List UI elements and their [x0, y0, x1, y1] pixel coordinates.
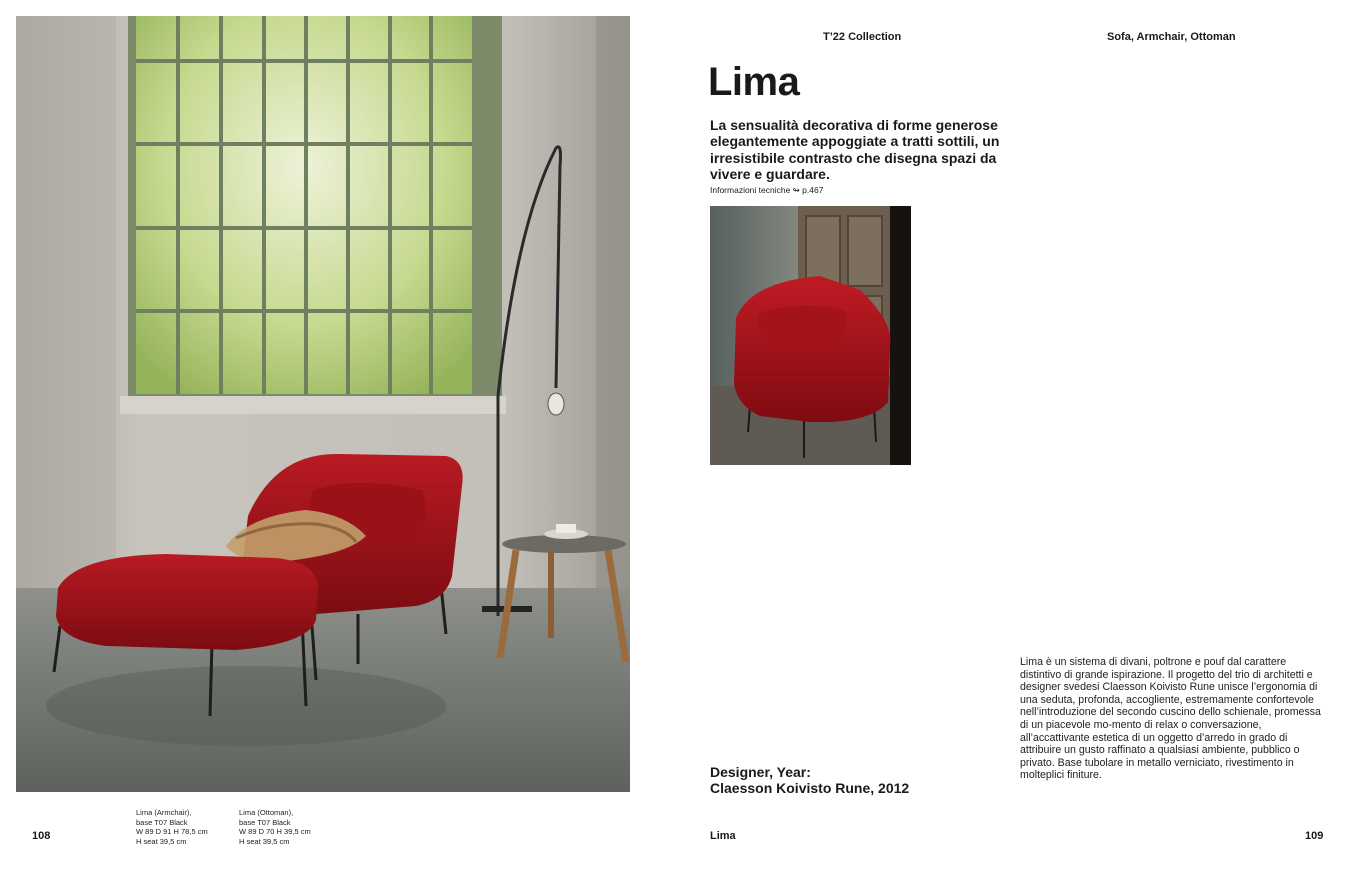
designer-label: Designer, Year:: [710, 764, 811, 780]
designer-value: Claesson Koivisto Rune, 2012: [710, 780, 910, 796]
caption-ottoman-line: H seat 39,5 cm: [239, 836, 290, 846]
footer-product-name: Lima: [710, 830, 736, 842]
hero-photo-lima-armchair-ottoman: [16, 16, 630, 792]
caption-armchair-line: W 89 D 91 H 78,5 cm: [136, 827, 208, 836]
page-number-left: 108: [32, 830, 51, 842]
product-title: Lima: [708, 60, 800, 104]
running-head-collection: T’22 Collection: [823, 31, 902, 43]
caption-ottoman-line: W 89 D 70 H 39,5 cm: [239, 827, 311, 836]
caption-armchair-line: H seat 39,5 cm: [136, 836, 187, 846]
description-paragraph: Lima è un sistema di divani, poltrone e pouf dal carattere distintivo di grande ispirazione. Il progetto del trio di architetti e designer svedesi Claesson Koivisto Rune unisce l’ergonomia di una seduta, profonda, accogliente, estremamente confortevole nell’introduzione del secondo cuscino dello schienale, promessa di un piacevole mo-mento di relax o conversazione, all’accattivante estetica di un oggetto d’arredo in grado di attribuire un gusto raffinato a qualsiasi ambiente, pubblico o privato. Base tubolare in metallo verniciato, rivestimento in molteplici finiture.: [1020, 656, 1321, 782]
running-head-category: Sofa, Armchair, Ottoman: [1107, 31, 1236, 43]
caption-armchair: [136, 808, 208, 846]
page-number-right: 109: [1305, 830, 1324, 842]
caption-ottoman-line: Lima (Ottoman),: [239, 808, 294, 817]
caption-ottoman-line: base T07 Black: [239, 817, 291, 827]
inset-photo-lima-armchair: [710, 206, 911, 465]
tech-info-reference-link[interactable]: Informazioni tecniche ↬ p.467: [710, 185, 824, 195]
product-lead-paragraph: La sensualità decorativa di forme generose elegantemente appoggiate a tratti sottili, un irresistibile contrasto che disegna spazi da vivere e guardare.: [710, 117, 1000, 182]
caption-ottoman: [239, 808, 311, 846]
designer-block: [710, 764, 909, 796]
caption-armchair-line: Lima (Armchair),: [136, 808, 192, 817]
caption-armchair-line: base T07 Black: [136, 817, 188, 827]
